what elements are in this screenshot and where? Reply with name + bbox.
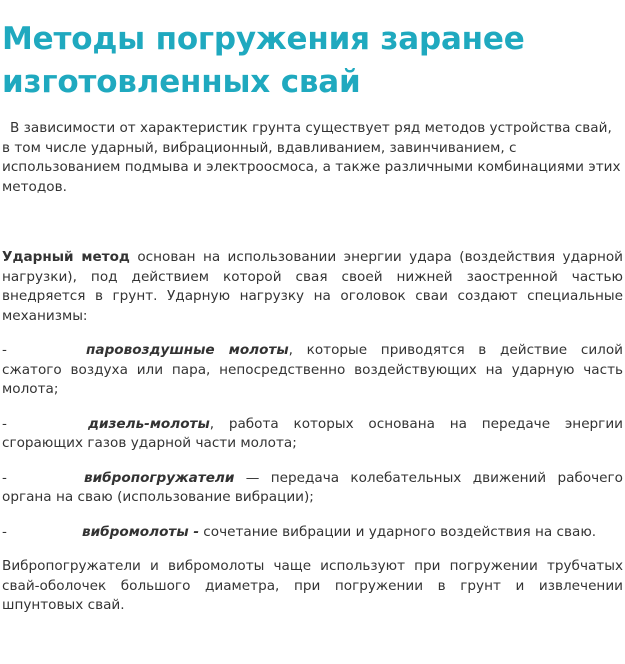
bullet-diesel-hammers <box>2 415 623 454</box>
conclusion-paragraph: Вибропогружатели и вибромолоты чаще используют при погружении трубчатых свай-оболочек большого диаметра, при погружении в грунт и извлечении шпунтовых свай. <box>2 558 623 613</box>
bullet-term: вибропогружатели <box>84 469 235 486</box>
bullet-text: , работа которых основана на передаче энергии сгорающих газов ударной части молота; <box>2 415 623 451</box>
intro-paragraph: В зависимости от характеристик грунта существует ряд методов устройства свай, в том числе ударный, вибрационный, вдавливанием, завинчиванием, с использованием подмыва и электроосмоса, а также различными комбинациями этих методов. <box>2 120 621 195</box>
bullet-dash: - <box>2 415 7 432</box>
bullet-text: сочетание вибрации и ударного воздействия на сваю. <box>198 523 597 540</box>
impact-method-paragraph <box>2 248 623 326</box>
page-title-line-2: изготовленных свай <box>2 64 361 100</box>
bullet-text: — передача колебательных движений рабочего органа на сваю (использование вибрации); <box>2 469 623 505</box>
impact-method-text: основан на использовании энергии удара (воздействия ударной нагрузки), под действием которой свая своей нижней заостренной частью внедряется в грунт. Ударную нагрузку на оголовок сваи создают специальные механизмы: <box>2 249 624 324</box>
bullet-dash: - <box>2 342 7 358</box>
page-title <box>2 18 623 104</box>
impact-method-term: Ударный метод <box>2 249 130 265</box>
bullet-dash: - <box>2 523 7 540</box>
bullet-vibro-hammers <box>2 523 623 543</box>
bullet-dash: - <box>2 469 7 486</box>
bullet-text: , которые приводятся в действие силой сжатого воздуха или пара, непосредственно воздействующих на ударную часть молота; <box>2 342 623 397</box>
bullet-vibro-drivers <box>2 469 623 508</box>
bullet-steam-air-hammers <box>2 341 623 400</box>
bullet-term: паровоздушные молоты <box>86 342 289 358</box>
page-title-line-1: Методы погружения заранее <box>2 21 525 57</box>
bullet-term: дизель-молоты <box>88 415 210 432</box>
bullet-term: вибромолоты - <box>82 523 199 540</box>
